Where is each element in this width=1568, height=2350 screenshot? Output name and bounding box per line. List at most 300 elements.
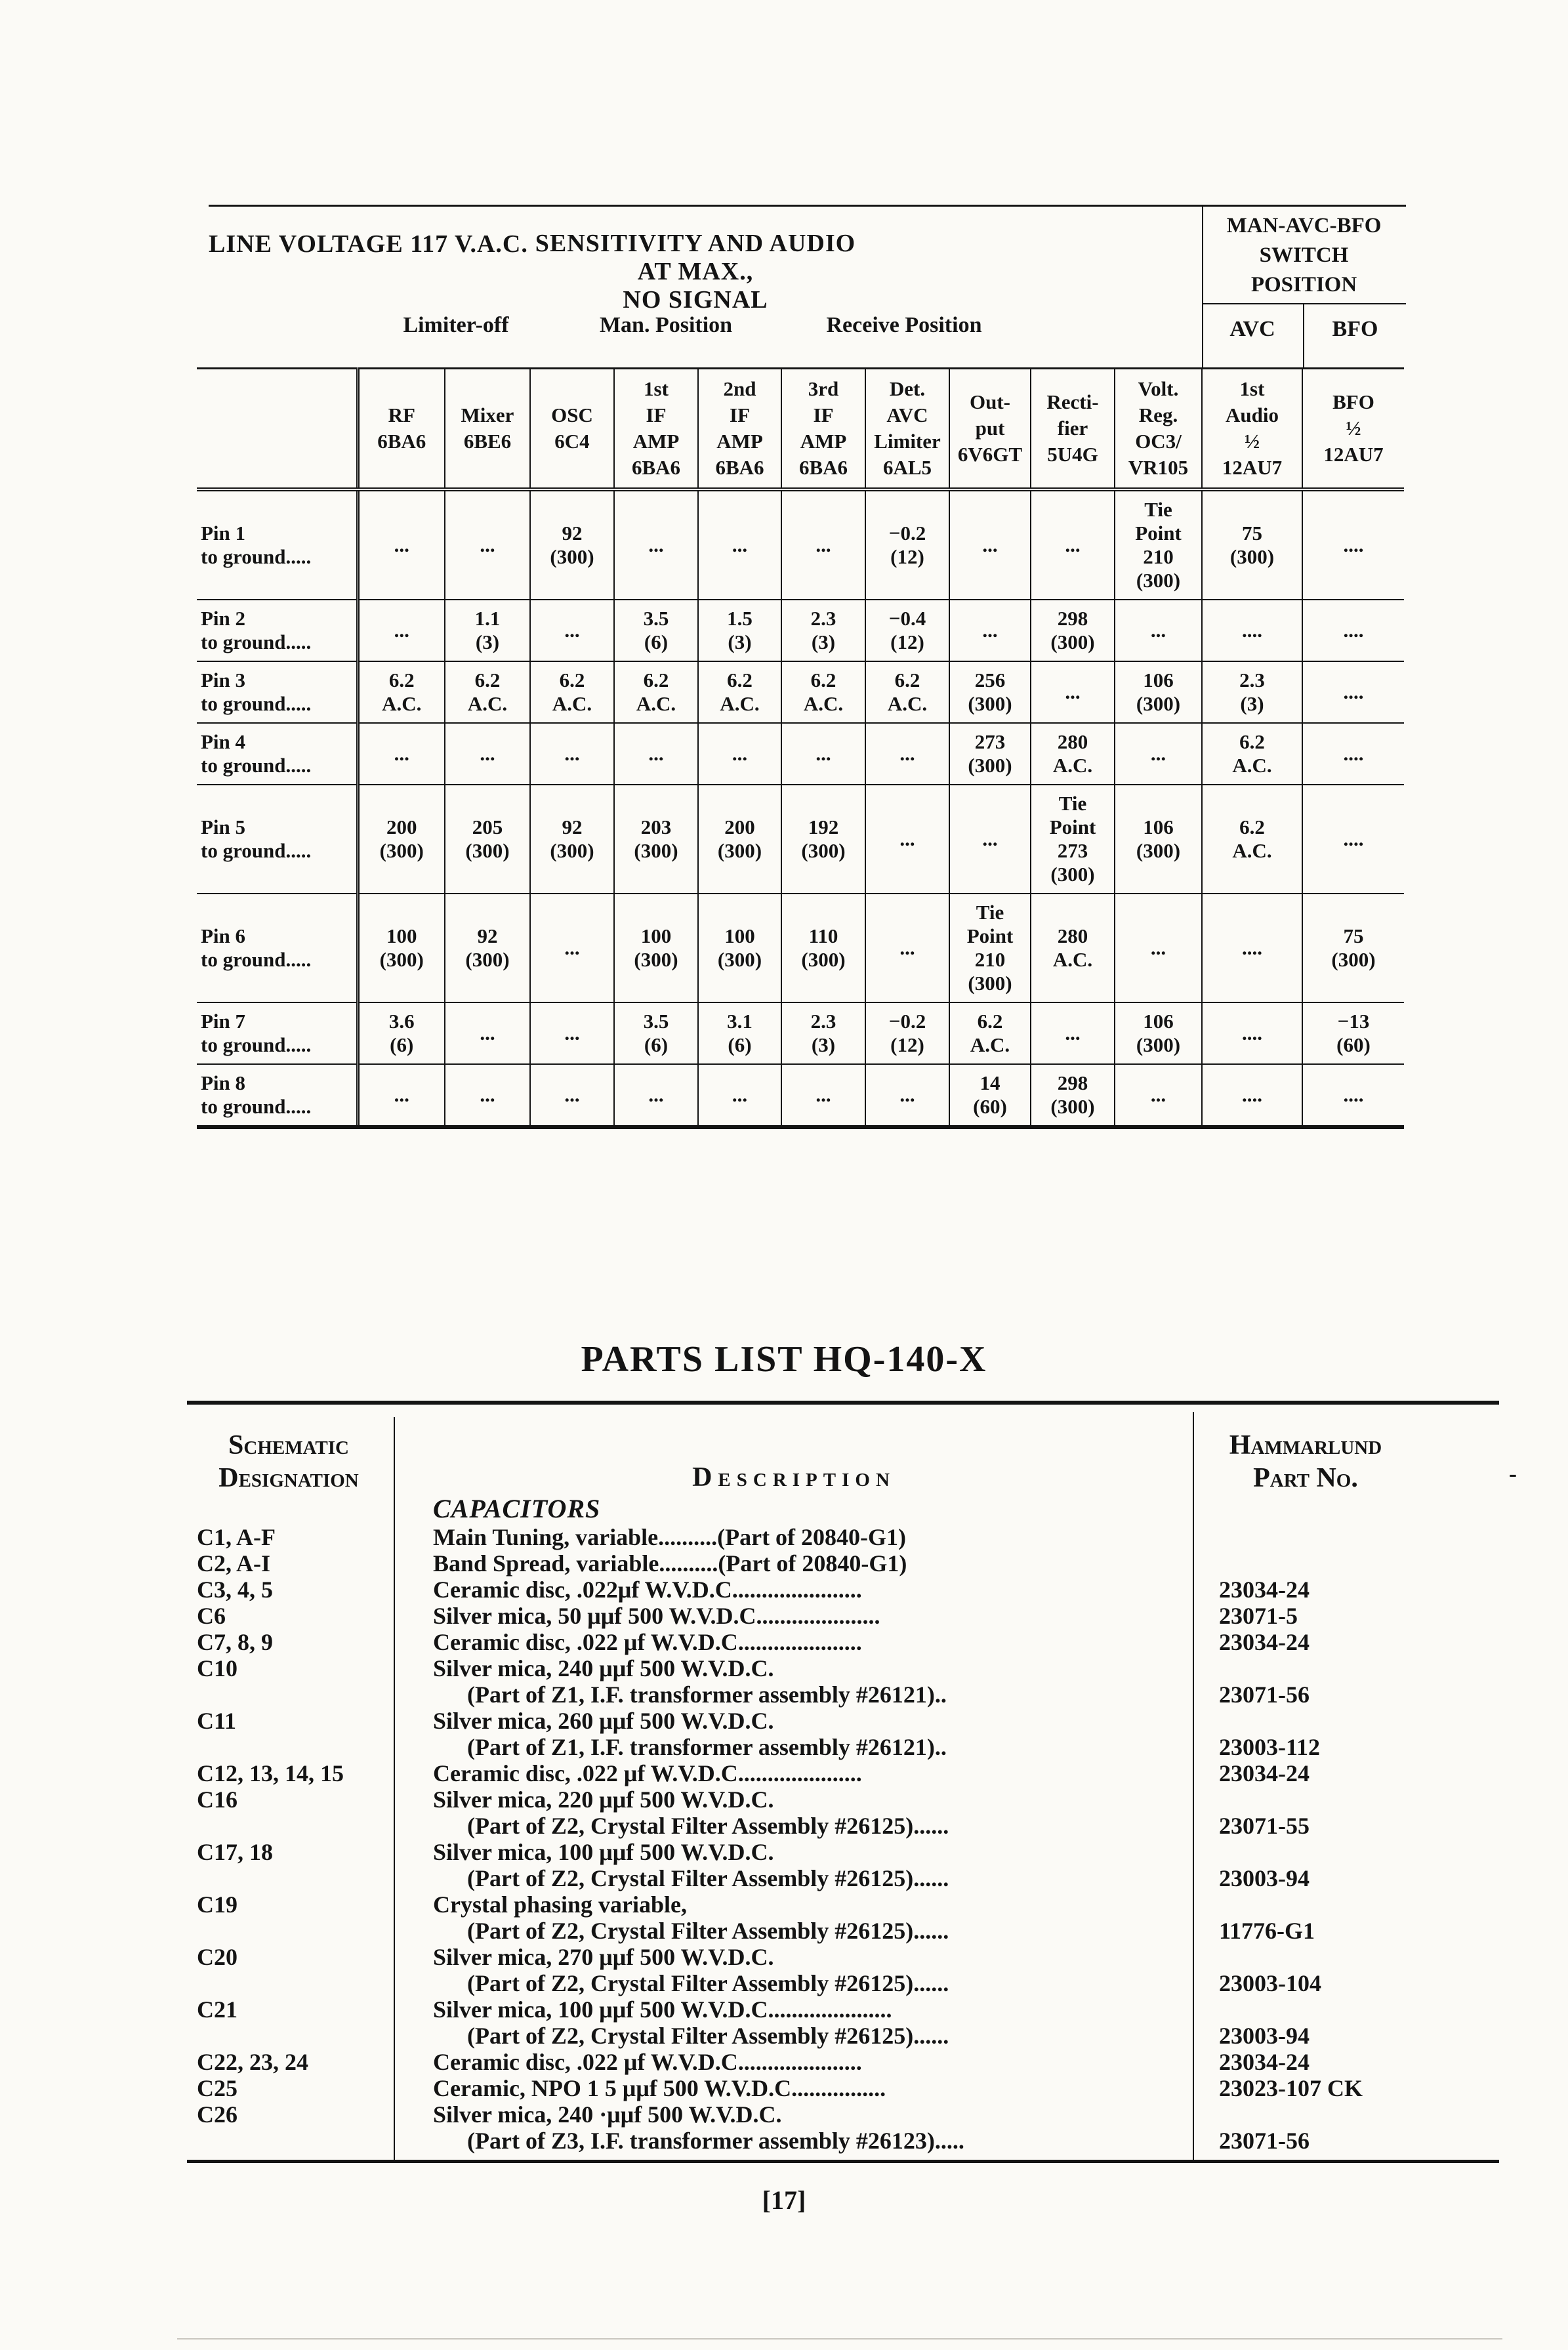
part-number: 23023-107 CK bbox=[1219, 2075, 1363, 2101]
tube-column-header-line: ½ bbox=[1346, 417, 1361, 440]
part-description: (Part of Z1, I.F. transformer assembly #26121).. bbox=[467, 1734, 947, 1760]
parts-list-line bbox=[197, 1969, 1509, 1996]
voltage-cell-line: 75 bbox=[1242, 522, 1262, 545]
voltage-cell-line: 6.2 bbox=[559, 669, 585, 691]
voltage-cell bbox=[698, 600, 781, 661]
part-number: 23003-104 bbox=[1219, 1970, 1321, 1996]
voltage-cell-line: 6.2 bbox=[894, 669, 920, 691]
voltage-cell-line: .... bbox=[1343, 742, 1364, 765]
voltage-cell-line: ... bbox=[394, 742, 409, 765]
parts-section-capacitors: CAPACITORS bbox=[433, 1494, 601, 1523]
voltage-cell bbox=[358, 661, 445, 723]
voltage-table bbox=[197, 367, 1404, 1129]
voltage-cell bbox=[530, 1002, 614, 1064]
tube-column-header bbox=[445, 369, 530, 490]
voltage-table-header-row bbox=[197, 369, 1404, 490]
voltage-cell-line: 1.1 bbox=[474, 607, 501, 630]
voltage-cell-line: A.C. bbox=[636, 692, 676, 715]
parts-list-line bbox=[197, 1865, 1509, 1891]
part-description: (Part of Z1, I.F. transformer assembly #26121).. bbox=[467, 1681, 947, 1708]
voltage-cell bbox=[1115, 1064, 1202, 1127]
tube-column-header bbox=[949, 369, 1031, 490]
pin-row-label-line: to ground..... bbox=[201, 545, 312, 568]
voltage-cell-line: 106 bbox=[1143, 815, 1174, 838]
voltage-cell-line: 110 bbox=[808, 924, 838, 947]
voltage-cell-line: −13 bbox=[1337, 1010, 1370, 1033]
parts-list-line bbox=[197, 1733, 1509, 1760]
tube-column-header-line: 12AU7 bbox=[1222, 456, 1283, 479]
voltage-cell bbox=[1115, 1002, 1202, 1064]
voltage-cell-line: 6.2 bbox=[474, 669, 501, 691]
tube-column-header bbox=[358, 369, 445, 490]
part-description: Main Tuning, variable..........(Part of 20840-G1) bbox=[433, 1524, 907, 1550]
voltage-cell-line: (60) bbox=[1336, 1033, 1371, 1056]
voltage-cell-line: 205 bbox=[472, 815, 503, 838]
voltage-cell-line: (300) bbox=[968, 692, 1012, 715]
voltage-cell-line: (300) bbox=[717, 839, 762, 862]
voltage-cell bbox=[358, 1002, 445, 1064]
tube-column-header-line: ½ bbox=[1244, 430, 1260, 453]
voltage-cell bbox=[1115, 661, 1202, 723]
part-number: 23071-55 bbox=[1219, 1813, 1310, 1839]
voltage-cell-line: (6) bbox=[728, 1033, 752, 1056]
voltage-cell-line: ... bbox=[480, 1083, 495, 1106]
part-designation: C19 bbox=[197, 1891, 237, 1918]
man-position-label: Man. Position bbox=[599, 313, 733, 337]
voltage-cell bbox=[698, 894, 781, 1002]
voltage-cell bbox=[614, 661, 698, 723]
part-description: Ceramic disc, .022 μf W.V.D.C..................... bbox=[433, 1629, 862, 1655]
voltage-cell-line: A.C. bbox=[552, 692, 592, 715]
parts-list-line bbox=[197, 1681, 1509, 1707]
parts-list-line bbox=[197, 1655, 1509, 1681]
part-designation: C6 bbox=[197, 1603, 226, 1629]
tube-column-header bbox=[865, 369, 949, 490]
voltage-cell bbox=[445, 1002, 530, 1064]
part-designation: C20 bbox=[197, 1944, 237, 1970]
parts-list-line bbox=[197, 1523, 1509, 1550]
voltage-cell-line: 6.2 bbox=[388, 669, 415, 691]
tube-column-header-line: AVC bbox=[886, 403, 928, 426]
voltage-cell-line: A.C. bbox=[887, 692, 928, 715]
switch-avc-label: AVC bbox=[1229, 317, 1275, 341]
pin-row-label-line: to ground..... bbox=[201, 1095, 312, 1118]
voltage-cell bbox=[865, 1064, 949, 1127]
voltage-cell-line: 106 bbox=[1143, 1010, 1174, 1033]
voltage-cell-line: ... bbox=[982, 619, 998, 642]
voltage-cell-line: (300) bbox=[634, 839, 678, 862]
voltage-cell bbox=[1302, 1064, 1404, 1127]
tube-column-header-line: VR105 bbox=[1128, 456, 1189, 479]
voltage-cell bbox=[445, 785, 530, 894]
tube-column-header-line: 6BA6 bbox=[631, 456, 681, 479]
part-description: Silver mica, 220 μμf 500 W.V.D.C. bbox=[433, 1786, 774, 1813]
voltage-cell-line: (6) bbox=[390, 1033, 414, 1056]
part-description: Silver mica, 50 μμf 500 W.V.D.C..................... bbox=[433, 1603, 880, 1629]
part-description: Silver mica, 100 μμf 500 W.V.D.C. bbox=[433, 1839, 774, 1865]
parts-col-designation bbox=[197, 1429, 381, 1495]
voltage-cell-line: 106 bbox=[1143, 669, 1174, 691]
tube-column-header-line: Limiter bbox=[874, 430, 941, 453]
voltage-cell-line: ... bbox=[1150, 742, 1166, 765]
tube-column-header-line: RF bbox=[388, 403, 415, 426]
tube-column-header-line: Det. bbox=[889, 377, 926, 400]
voltage-cell-line: A.C. bbox=[970, 1033, 1010, 1056]
voltage-cell-line: ... bbox=[815, 1083, 831, 1106]
part-description: Ceramic disc, .022 μf W.V.D.C..................... bbox=[433, 2049, 862, 2075]
part-number: 23034-24 bbox=[1219, 1629, 1310, 1655]
voltage-cell-line: ... bbox=[1065, 680, 1081, 703]
voltage-cell-line: (3) bbox=[811, 1033, 836, 1056]
voltage-cell bbox=[1115, 723, 1202, 785]
switch-panel-title bbox=[1202, 211, 1406, 300]
voltage-cell-line: 280 bbox=[1057, 730, 1088, 753]
voltage-cell-line: (12) bbox=[890, 545, 924, 568]
voltage-cell-line: (300) bbox=[717, 948, 762, 971]
voltage-cell-line: 280 bbox=[1057, 924, 1088, 947]
voltage-cell bbox=[1115, 785, 1202, 894]
tube-column-header-line: 3rd bbox=[808, 377, 839, 400]
tube-column-header-line: 6C4 bbox=[554, 430, 590, 453]
voltage-cell bbox=[358, 894, 445, 1002]
voltage-cell-line: 100 bbox=[724, 924, 755, 947]
voltage-cell-line: ... bbox=[648, 742, 664, 765]
voltage-cell bbox=[698, 785, 781, 894]
voltage-cell bbox=[614, 723, 698, 785]
voltage-cell-line: (6) bbox=[644, 630, 669, 653]
pin-row-label-line: to ground..... bbox=[201, 839, 312, 862]
tube-column-header-line: 1st bbox=[1239, 377, 1265, 400]
sensitivity-line-2: AT MAX., bbox=[637, 258, 754, 285]
part-number: 23003-112 bbox=[1219, 1734, 1321, 1760]
pin-row-label-line: Pin 5 bbox=[201, 815, 246, 838]
part-description: (Part of Z2, Crystal Filter Assembly #26125)...... bbox=[467, 1918, 949, 1944]
top-rule bbox=[209, 205, 1406, 207]
voltage-cell-line: (300) bbox=[1136, 839, 1181, 862]
part-designation: C1, A-F bbox=[197, 1524, 276, 1550]
voltage-cell-line: .... bbox=[1242, 619, 1262, 642]
voltage-cell bbox=[530, 600, 614, 661]
switch-panel-title-line-1: MAN-AVC-BFO bbox=[1226, 214, 1382, 237]
voltage-cell-line: 3.5 bbox=[643, 1010, 669, 1033]
voltage-cell-line: 92 bbox=[562, 522, 583, 545]
tube-column-header-line: 2nd bbox=[723, 377, 756, 400]
voltage-cell bbox=[1302, 489, 1404, 600]
voltage-cell-line: .... bbox=[1343, 619, 1364, 642]
voltage-cell-line: 3.5 bbox=[643, 607, 669, 630]
voltage-cell bbox=[865, 661, 949, 723]
parts-list-line bbox=[197, 1760, 1509, 1786]
voltage-cell-line: .... bbox=[1343, 680, 1364, 703]
parts-list-line bbox=[197, 2101, 1509, 2127]
voltage-cell bbox=[358, 723, 445, 785]
parts-list-line bbox=[197, 1786, 1509, 1812]
margin-dash-artifact: - bbox=[1509, 1460, 1517, 1487]
tube-column-header-line: OSC bbox=[551, 403, 593, 426]
voltage-cell bbox=[865, 785, 949, 894]
voltage-cell bbox=[1031, 489, 1115, 600]
voltage-cell bbox=[698, 723, 781, 785]
voltage-cell-line: 210 bbox=[974, 948, 1006, 971]
voltage-cell bbox=[698, 489, 781, 600]
voltage-cell-line: ... bbox=[480, 533, 495, 556]
voltage-cell-line: 100 bbox=[386, 924, 417, 947]
tube-column-header bbox=[1202, 369, 1302, 490]
pin-row-label-line: to ground..... bbox=[201, 754, 312, 777]
tube-column-header-line: fier bbox=[1057, 417, 1088, 440]
voltage-cell bbox=[530, 723, 614, 785]
voltage-cell-line: (300) bbox=[1136, 1033, 1181, 1056]
voltage-cell-line: .... bbox=[1242, 1083, 1262, 1106]
part-designation: C22, 23, 24 bbox=[197, 2049, 308, 2075]
voltage-cell-line: A.C. bbox=[803, 692, 844, 715]
tube-column-header bbox=[530, 369, 614, 490]
voltage-cell-line: −0.4 bbox=[888, 607, 926, 630]
voltage-cell bbox=[781, 723, 865, 785]
voltage-cell-line: ... bbox=[899, 742, 915, 765]
part-designation: C7, 8, 9 bbox=[197, 1629, 273, 1655]
voltage-cell-line: ... bbox=[815, 533, 831, 556]
tube-column-header-line: BFO bbox=[1332, 390, 1374, 413]
voltage-cell bbox=[781, 1064, 865, 1127]
parts-col-description: Description bbox=[692, 1462, 896, 1493]
voltage-cell-line: ... bbox=[648, 1083, 664, 1106]
voltage-cell bbox=[1031, 723, 1115, 785]
voltage-cell-line: .... bbox=[1343, 827, 1364, 850]
parts-list-line bbox=[197, 1707, 1509, 1733]
voltage-cell bbox=[781, 600, 865, 661]
voltage-cell-line: Tie bbox=[1144, 498, 1172, 521]
pin-row bbox=[197, 1064, 1404, 1127]
voltage-cell-line: ... bbox=[815, 742, 831, 765]
voltage-cell-line: ... bbox=[1065, 1021, 1081, 1044]
pin-row-label-line: Pin 8 bbox=[201, 1071, 246, 1094]
part-description: Silver mica, 240 μμf 500 W.V.D.C. bbox=[433, 1655, 774, 1681]
pin-row-label bbox=[197, 661, 358, 723]
tube-column-header-line: 5U4G bbox=[1047, 443, 1098, 466]
voltage-cell bbox=[1202, 1064, 1302, 1127]
voltage-cell-line: (300) bbox=[1050, 863, 1095, 886]
voltage-cell-line: ... bbox=[564, 742, 580, 765]
sensitivity-block bbox=[518, 230, 873, 314]
voltage-cell-line: 3.1 bbox=[727, 1010, 753, 1033]
parts-list-line bbox=[197, 1550, 1509, 1576]
part-number: 23003-94 bbox=[1219, 2023, 1310, 2049]
voltage-cell-line: (12) bbox=[890, 630, 924, 653]
parts-list-line bbox=[197, 1891, 1509, 1917]
voltage-cell-line: (300) bbox=[379, 948, 424, 971]
parts-list-line bbox=[197, 2074, 1509, 2101]
voltage-cell bbox=[445, 1064, 530, 1127]
parts-list-title: PARTS LIST HQ-140-X bbox=[581, 1339, 987, 1380]
tube-column-header-line: 6BE6 bbox=[463, 430, 512, 453]
voltage-cell-line: (300) bbox=[465, 839, 510, 862]
part-description: Silver mica, 270 μμf 500 W.V.D.C. bbox=[433, 1944, 774, 1970]
parts-col-part-no-line-1: Hammarlund bbox=[1229, 1430, 1382, 1460]
parts-col-part-no bbox=[1207, 1429, 1404, 1495]
voltage-cell bbox=[1202, 489, 1302, 600]
tube-column-header-line: 6AL5 bbox=[882, 456, 932, 479]
voltage-cell-line: 273 bbox=[1057, 839, 1088, 862]
pin-row bbox=[197, 723, 1404, 785]
parts-table-top-rule bbox=[187, 1401, 1499, 1405]
part-description: Ceramic disc, .022 μf W.V.D.C..................... bbox=[433, 1760, 862, 1786]
part-number: 11776-G1 bbox=[1219, 1918, 1315, 1944]
part-number: 23034-24 bbox=[1219, 2049, 1310, 2075]
voltage-cell-line: (300) bbox=[801, 839, 846, 862]
pin-row-label-line: Pin 2 bbox=[201, 607, 246, 630]
tube-column-header-line: IF bbox=[813, 403, 834, 426]
parts-list-line bbox=[197, 1943, 1509, 1969]
line-voltage-label: LINE VOLTAGE 117 V.A.C. bbox=[209, 230, 528, 258]
tube-column-header-line: IF bbox=[730, 403, 750, 426]
voltage-cell-line: Point bbox=[1049, 815, 1096, 838]
voltage-cell bbox=[949, 1002, 1031, 1064]
part-designation: C16 bbox=[197, 1786, 237, 1813]
voltage-cell-line: 2.3 bbox=[1239, 669, 1265, 691]
voltage-cell-line: (300) bbox=[550, 545, 594, 568]
voltage-cell-line: (3) bbox=[811, 630, 836, 653]
parts-col-designation-line-1: Schematic bbox=[228, 1430, 349, 1460]
voltage-cell-line: (3) bbox=[475, 630, 500, 653]
pin-row-label bbox=[197, 785, 358, 894]
voltage-cell-line: 14 bbox=[980, 1071, 1001, 1094]
parts-list-line bbox=[197, 1996, 1509, 2022]
voltage-cell-line: A.C. bbox=[467, 692, 508, 715]
voltage-cell-line: 2.3 bbox=[810, 1010, 836, 1033]
voltage-cell bbox=[358, 785, 445, 894]
voltage-cell-line: A.C. bbox=[1232, 754, 1272, 777]
pin-row-label-line: to ground..... bbox=[201, 692, 312, 715]
pin-row-label bbox=[197, 600, 358, 661]
voltage-cell bbox=[865, 489, 949, 600]
voltage-cell bbox=[530, 661, 614, 723]
voltage-cell-line: (6) bbox=[644, 1033, 669, 1056]
voltage-cell-line: ... bbox=[564, 1083, 580, 1106]
voltage-cell-line: 256 bbox=[974, 669, 1006, 691]
part-designation: C26 bbox=[197, 2101, 237, 2128]
voltage-cell bbox=[614, 894, 698, 1002]
voltage-cell bbox=[445, 489, 530, 600]
voltage-cell-line: 6.2 bbox=[810, 669, 836, 691]
parts-list-lines bbox=[197, 1523, 1509, 2153]
pin-row bbox=[197, 894, 1404, 1002]
part-description: Band Spread, variable..........(Part of 20840-G1) bbox=[433, 1550, 907, 1577]
voltage-cell bbox=[530, 894, 614, 1002]
voltage-cell bbox=[1031, 600, 1115, 661]
voltage-cell-line: 1.5 bbox=[727, 607, 753, 630]
part-designation: C12, 13, 14, 15 bbox=[197, 1760, 344, 1786]
voltage-cell-line: A.C. bbox=[382, 692, 422, 715]
part-designation: C3, 4, 5 bbox=[197, 1577, 273, 1603]
voltage-cell bbox=[614, 489, 698, 600]
voltage-cell-line: ... bbox=[982, 827, 998, 850]
pin-row-label bbox=[197, 1002, 358, 1064]
part-designation: C21 bbox=[197, 1996, 237, 2023]
voltage-cell bbox=[1302, 785, 1404, 894]
voltage-cell-line: 3.6 bbox=[388, 1010, 415, 1033]
tube-column-header bbox=[781, 369, 865, 490]
pin-row-label bbox=[197, 723, 358, 785]
voltage-cell-line: ... bbox=[732, 742, 748, 765]
voltage-cell-line: Tie bbox=[976, 901, 1004, 924]
voltage-cell bbox=[781, 489, 865, 600]
tube-column-header-line: 6BA6 bbox=[798, 456, 848, 479]
voltage-cell bbox=[1202, 1002, 1302, 1064]
voltage-cell-line: (3) bbox=[728, 630, 752, 653]
pin-row-label-line: to ground..... bbox=[201, 630, 312, 653]
voltage-cell-line: ... bbox=[899, 936, 915, 959]
tube-column-header-line: AMP bbox=[800, 430, 847, 453]
voltage-cell-line: ... bbox=[1150, 1083, 1166, 1106]
voltage-cell bbox=[949, 489, 1031, 600]
voltage-cell-line: ... bbox=[564, 936, 580, 959]
pin-row-label-line: Pin 6 bbox=[201, 924, 246, 947]
tube-column-header-line: 6BA6 bbox=[377, 430, 426, 453]
voltage-cell bbox=[1115, 489, 1202, 600]
voltage-cell bbox=[949, 600, 1031, 661]
receive-position-label: Receive Position bbox=[826, 313, 982, 337]
voltage-table-corner-cell bbox=[197, 369, 358, 490]
parts-col-part-no-line-2: Part No. bbox=[1253, 1463, 1358, 1493]
voltage-cell bbox=[949, 785, 1031, 894]
voltage-cell-line: .... bbox=[1343, 533, 1364, 556]
tube-column-header bbox=[1115, 369, 1202, 490]
voltage-cell bbox=[1302, 1002, 1404, 1064]
voltage-cell-line: (300) bbox=[465, 948, 510, 971]
switch-panel-title-line-2: SWITCH bbox=[1259, 243, 1349, 267]
tube-column-header-line: Volt. bbox=[1138, 377, 1179, 400]
tube-column-header bbox=[614, 369, 698, 490]
tube-column-header-line: 12AU7 bbox=[1323, 443, 1384, 466]
voltage-cell bbox=[949, 723, 1031, 785]
voltage-cell-line: ... bbox=[1065, 533, 1081, 556]
voltage-cell-line: Point bbox=[1135, 522, 1182, 545]
voltage-cell-line: ... bbox=[732, 533, 748, 556]
part-designation: C2, A-I bbox=[197, 1550, 271, 1577]
parts-col-designation-line-2: Designation bbox=[218, 1463, 359, 1493]
parts-list-line bbox=[197, 1628, 1509, 1655]
voltage-cell-line: 6.2 bbox=[643, 669, 669, 691]
bottom-scan-edge-line bbox=[177, 2338, 1502, 2340]
part-description: (Part of Z2, Crystal Filter Assembly #26125)...... bbox=[467, 2023, 949, 2049]
voltage-cell bbox=[445, 894, 530, 1002]
voltage-cell-line: ... bbox=[732, 1083, 748, 1106]
part-description: (Part of Z2, Crystal Filter Assembly #26125)...... bbox=[467, 1970, 949, 1996]
voltage-cell-line: 192 bbox=[808, 815, 839, 838]
voltage-cell-line: (300) bbox=[379, 839, 424, 862]
tube-column-header-line: OC3/ bbox=[1135, 430, 1182, 453]
part-description: (Part of Z2, Crystal Filter Assembly #26125)...... bbox=[467, 1865, 949, 1891]
voltage-cell-line: 6.2 bbox=[977, 1010, 1003, 1033]
part-number: 23034-24 bbox=[1219, 1577, 1310, 1603]
parts-table-bottom-rule bbox=[187, 2160, 1499, 2163]
voltage-cell bbox=[865, 600, 949, 661]
voltage-cell bbox=[1202, 661, 1302, 723]
voltage-cell bbox=[1202, 600, 1302, 661]
limiter-off-label: Limiter-off bbox=[403, 313, 509, 337]
switch-panel-title-line-3: POSITION bbox=[1250, 273, 1357, 297]
voltage-cell bbox=[1202, 785, 1302, 894]
switch-bfo-label: BFO bbox=[1332, 317, 1378, 341]
pin-row-label-line: Pin 4 bbox=[201, 730, 246, 753]
pin-row-label bbox=[197, 894, 358, 1002]
voltage-cell-line: 210 bbox=[1143, 545, 1174, 568]
voltage-cell-line: (300) bbox=[1050, 1095, 1095, 1118]
voltage-cell-line: ... bbox=[394, 1083, 409, 1106]
pin-row-label bbox=[197, 489, 358, 600]
voltage-cell bbox=[530, 785, 614, 894]
